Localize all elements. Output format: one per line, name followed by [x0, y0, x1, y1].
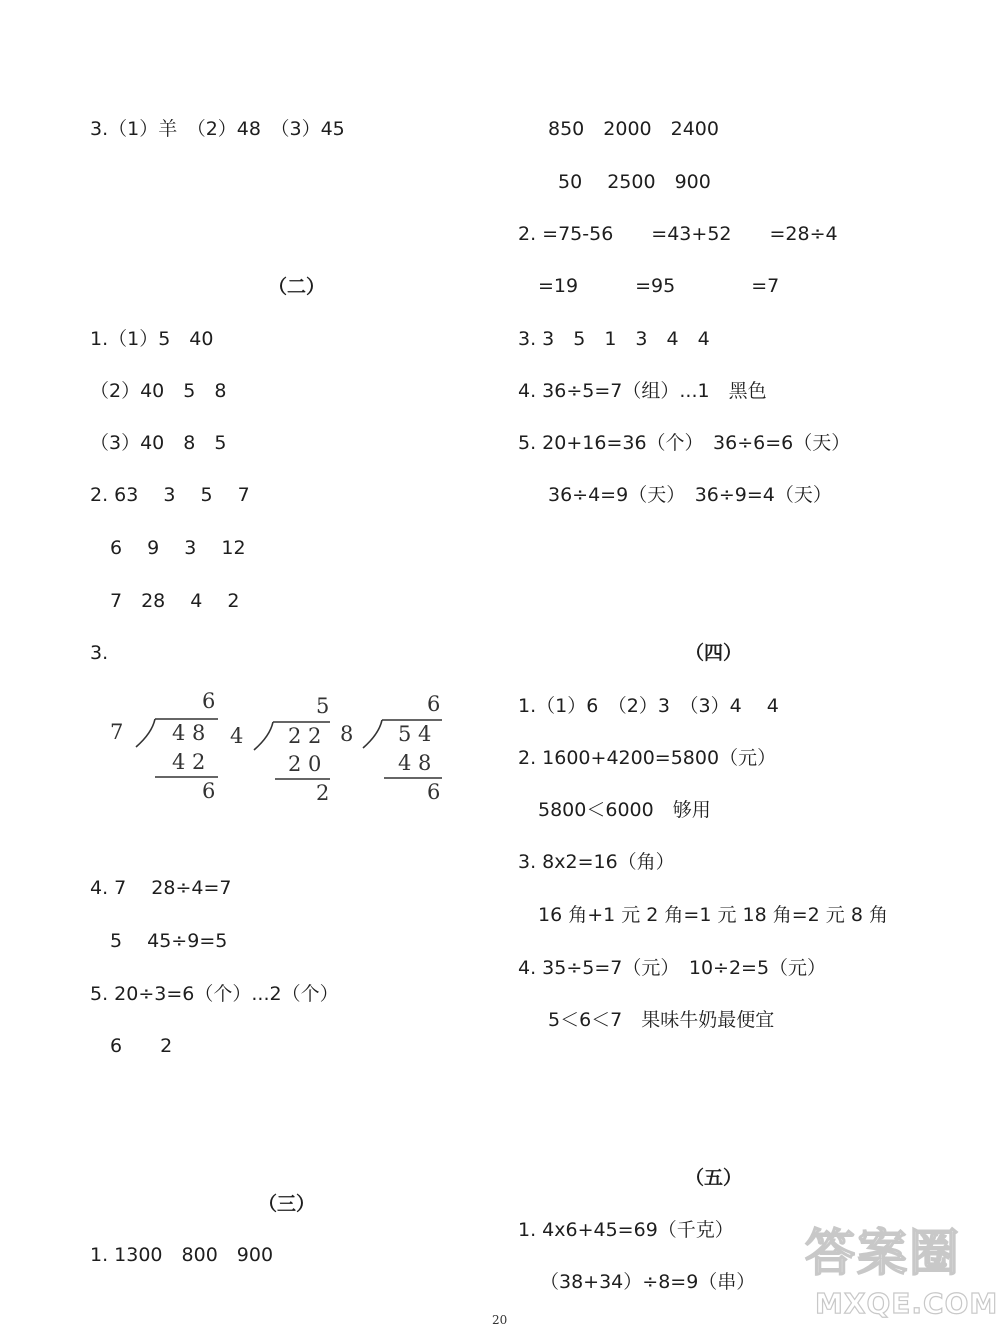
long-division-2 [230, 694, 330, 805]
divisor: 8 [340, 722, 354, 746]
dividend: 2 2 [288, 724, 322, 748]
remainder: 6 [202, 779, 216, 803]
answer-line: 4. 35÷5=7（元） 10÷2=5（元） [518, 957, 827, 979]
remainder: 2 [316, 781, 330, 805]
product: 4 2 [172, 750, 206, 774]
remainder: 6 [427, 780, 441, 804]
answer-line: 3.（1）羊 （2）48 （3）45 [90, 118, 345, 140]
section-heading-2: （二） [268, 276, 326, 298]
answer-line: 5＜6＜7 果味牛奶最便宜 [548, 1009, 775, 1031]
answer-line: 1.（1）5 40 [90, 328, 214, 350]
section-heading-4: （四） [685, 642, 743, 664]
answer-line: 5800＜6000 够用 [538, 799, 711, 821]
section-heading-3: （三） [258, 1193, 316, 1215]
section-heading-5: （五） [685, 1167, 743, 1189]
answer-line: 4. 7 28÷4=7 [90, 877, 232, 899]
answer-line: 1.（1）6 （2）3 （3）4 4 [518, 695, 779, 717]
answer-line: 3. [90, 642, 109, 664]
long-division-3 [340, 692, 442, 804]
dividend: 5 4 [398, 722, 432, 746]
answer-line: 36÷4=9（天） 36÷9=4（天） [548, 484, 832, 506]
answer-line: （3）40 8 5 [90, 432, 227, 454]
answer-line: 2. 1600+4200=5800（元） [518, 747, 777, 769]
product: 2 0 [288, 752, 322, 776]
product: 4 8 [398, 751, 432, 775]
answer-line: 850 2000 2400 [548, 118, 719, 140]
quotient: 6 [427, 692, 441, 716]
answer-line: （38+34）÷8=9（串） [540, 1271, 756, 1293]
quotient: 6 [202, 689, 216, 713]
answer-line: 2. =75-56 =43+52 =28÷4 [518, 223, 838, 245]
answer-line: 7 28 4 2 [110, 590, 240, 612]
answer-line: 4. 36÷5=7（组）...1 黑色 [518, 380, 767, 402]
page-number: 20 [492, 1313, 508, 1327]
answer-line: （2）40 5 8 [90, 380, 227, 402]
answer-line: 6 2 [110, 1035, 173, 1057]
long-division-figures [100, 685, 460, 810]
answer-line: 5. 20÷3=6（个）...2（个） [90, 983, 339, 1005]
answer-line: 6 9 3 12 [110, 537, 246, 559]
watermark-logo [805, 1205, 999, 1330]
answer-line: 2. 63 3 5 7 [90, 484, 250, 506]
answer-line: 5. 20+16=36（个） 36÷6=6（天） [518, 432, 851, 454]
answer-line: 1. 1300 800 900 [90, 1244, 274, 1266]
answer-line: 3. 8x2=16（角） [518, 851, 675, 873]
answer-line: 5 45÷9=5 [110, 930, 228, 952]
answer-line: 50 2500 900 [558, 171, 711, 193]
answer-line: 3. 3 5 1 3 4 4 [518, 328, 710, 350]
divisor: 7 [110, 720, 124, 744]
watermark-text: 答案圈 [805, 1224, 961, 1282]
answer-line: 1. 4x6+45=69（千克） [518, 1219, 734, 1241]
divisor: 4 [230, 724, 244, 748]
answer-line: 16 角+1 元 2 角=1 元 18 角=2 元 8 角 [538, 904, 888, 926]
quotient: 5 [316, 694, 330, 718]
answer-line: =19 =95 =7 [538, 275, 780, 297]
long-division-1 [110, 689, 218, 803]
watermark-domain: MXQE.COM [815, 1287, 999, 1320]
dividend: 4 8 [172, 721, 206, 745]
